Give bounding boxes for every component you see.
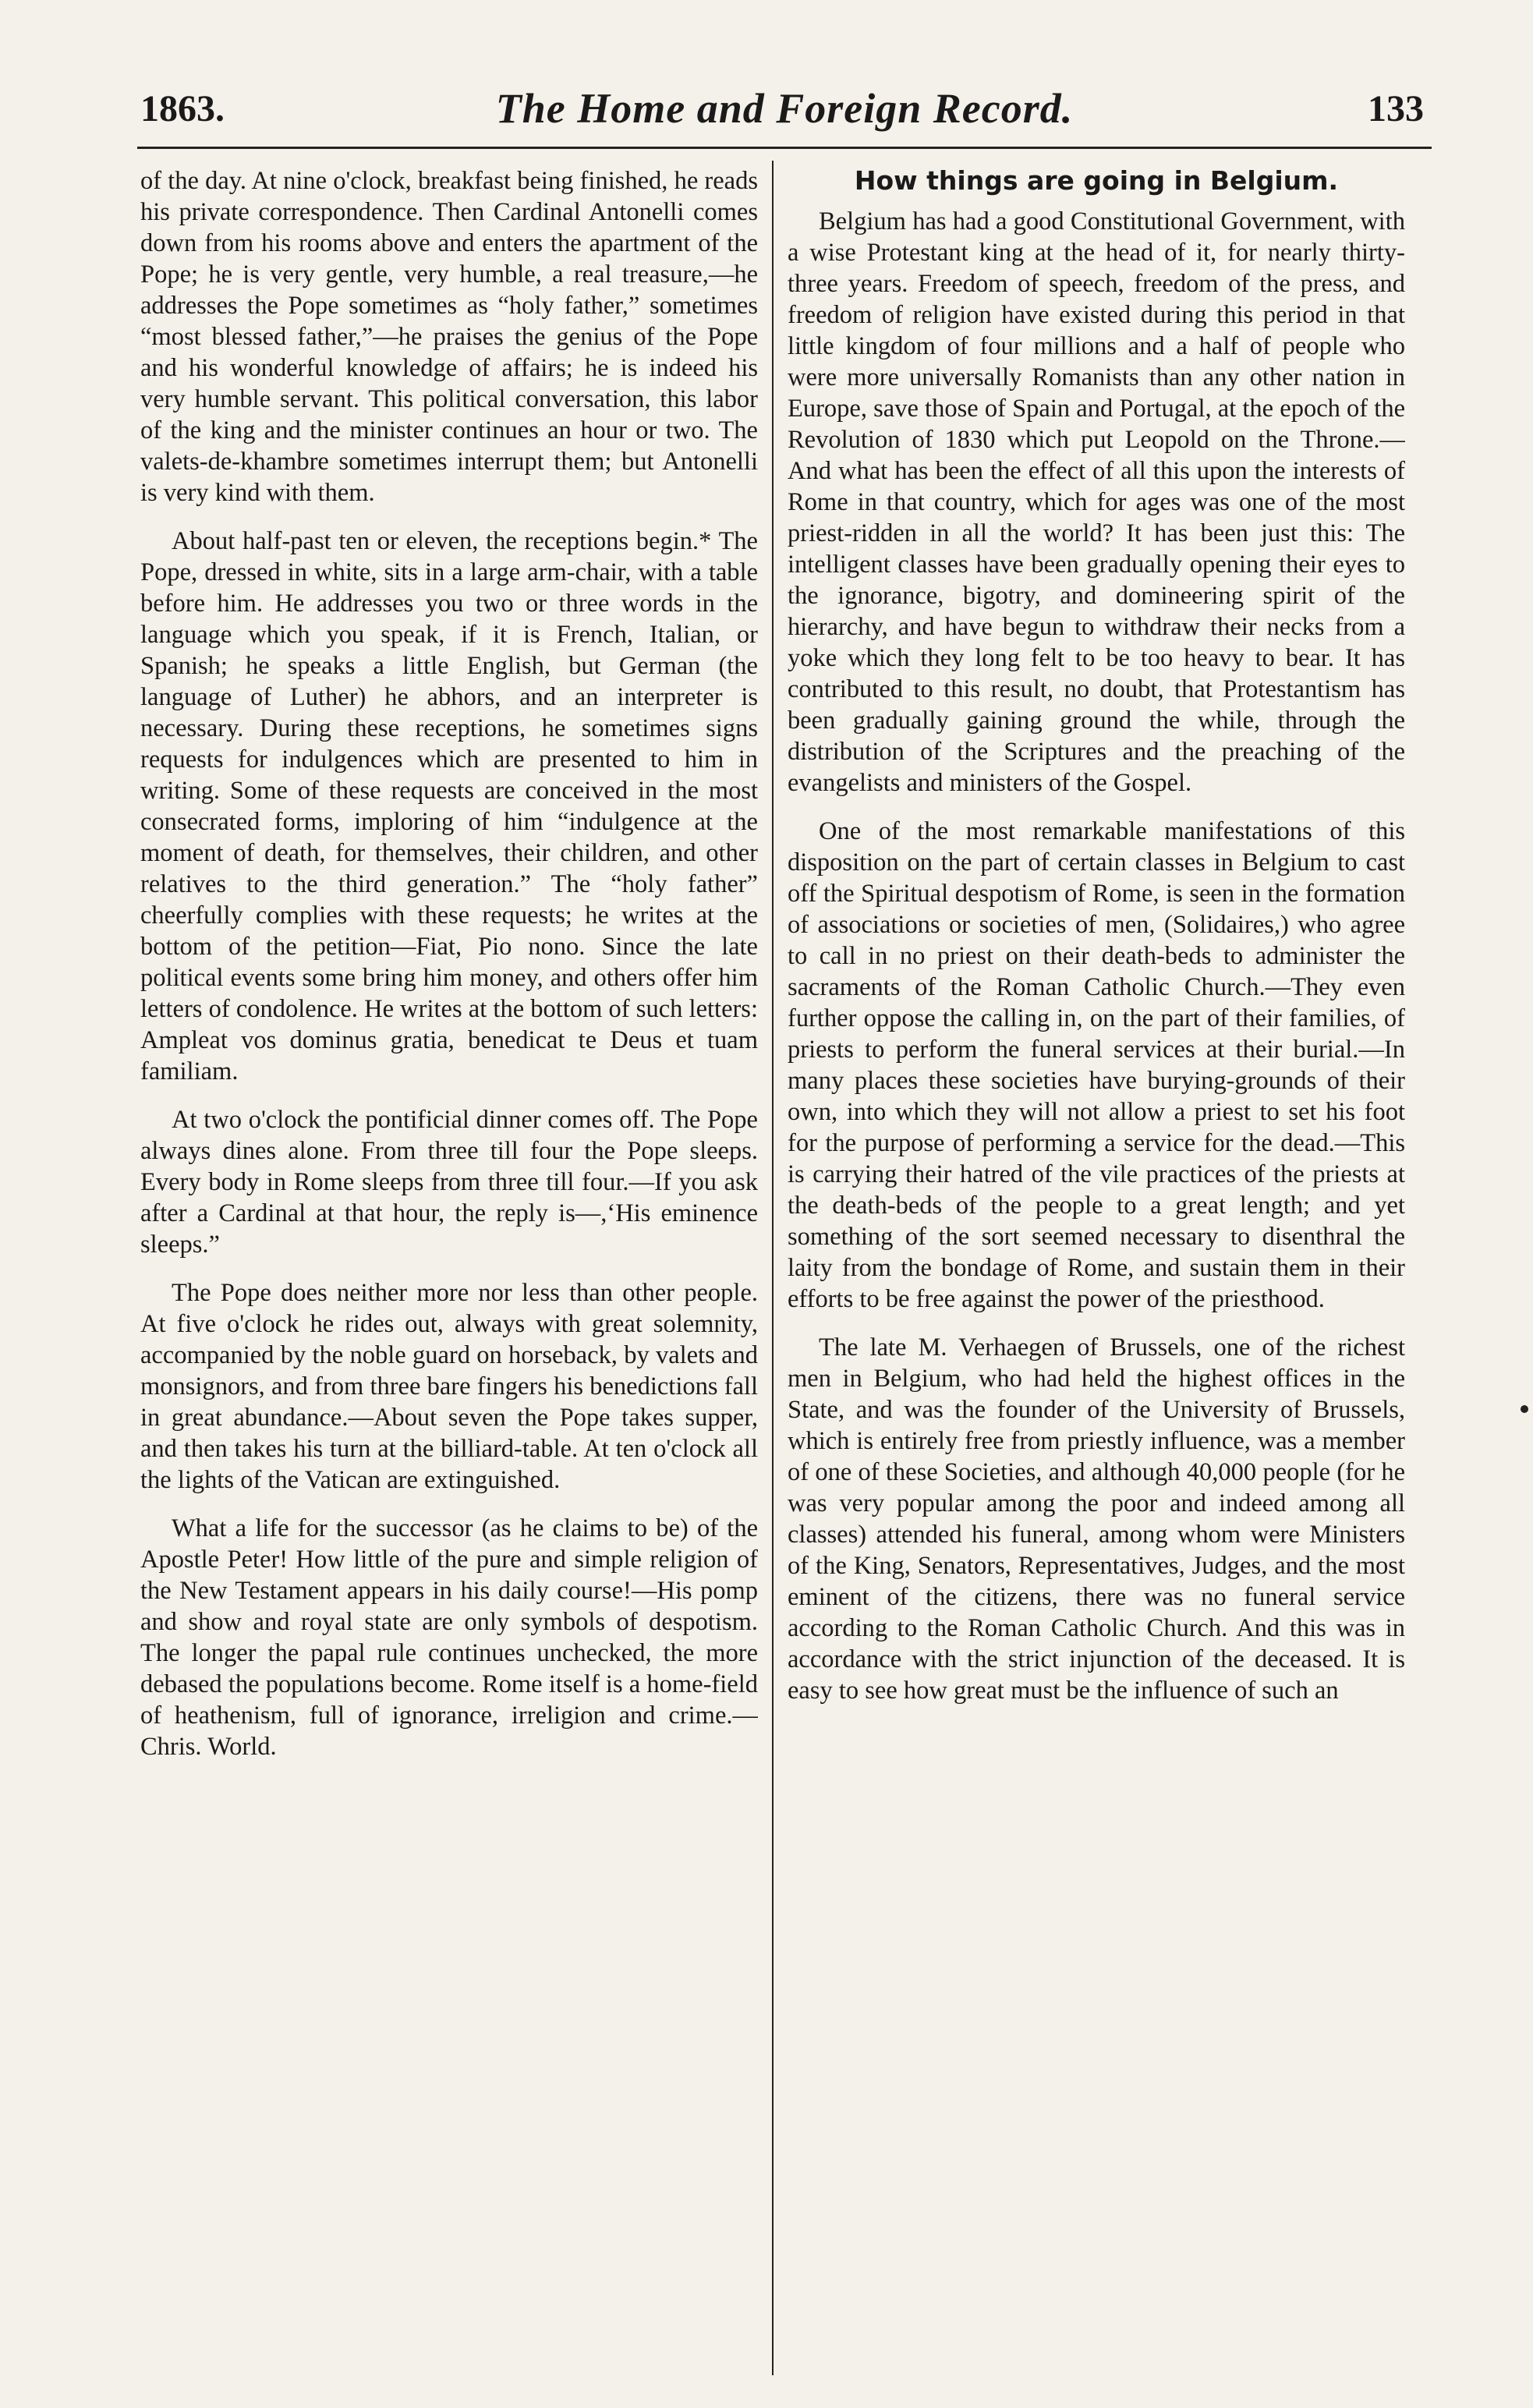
left-paragraph-1: of the day. At nine o'clock, breakfast being finished, he reads his private correspondence. Then Cardinal Antonelli comes down from his rooms above and enters the apartment of the Pope; he is very gentle, very humble, a real treasure,—he addresses the Pope sometimes as “holy father,” sometimes “most blessed father,”—he praises the genius of the Pope and his wonderful knowledge of affairs; he is indeed his very humble servant. This political conversation, this labor of the king and the minister continues an hour or two. The valets-de-khambre sometimes interrupt them; but Antonelli is very kind with them. (140, 167, 758, 507)
column-divider (772, 161, 774, 2375)
right-paragraph-2: One of the most remarkable manifestations of this disposition on the part of certain classes in Belgium to cast off the Spiritual despotism of Rome, is seen in the formation of associations or societies of men, (Solidaires,) who agree to call in no priest on their death-beds to administer the sacraments of the Roman Catholic Church.—They even further oppose the calling in, on the part of their families, of priests to perform the funeral services at their burial.—In many places these societies have burying-grounds of their own, into which they will not allow a priest to set his foot for the purpose of performing a service for the dead.—This is carrying their hatred of the vile practices of the priests at the death-beds of the people to a great length; and yet something of the sort seemed necessary to disenthral the laity from the bondage of Rome, and sustain them in their efforts to be free against the power of the priesthood. (788, 817, 1405, 1313)
margin-dot (1521, 1405, 1528, 1413)
page-number: 133 (1368, 88, 1424, 129)
page-header (137, 87, 1432, 137)
right-paragraph-3: The late M. Verhaegen of Brussels, one of the richest men in Belgium, who had held the highest offices in the State, and was the founder of the University of Brussels, which is entirely free from priestly influence, was a member of one of these Societies, and although 40,000 people (for he was very popular among the poor and indeed among all classes) attended his funeral, among whom were Ministers of the King, Senators, Representatives, Judges, and the most eminent of the citizens, there was no funeral service according to the Roman Catholic Church. And this was in accordance with the strict injunction of the deceased. It is easy to see how great must be the influence of such an (788, 1333, 1405, 1705)
right-column (788, 165, 1405, 2380)
right-paragraph-1: Belgium has had a good Constitutional Government, with a wise Protestant king at the head of it, for nearly thirty-three years. Freedom of speech, freedom of the press, and freedom of religion have existed during this period in that little kingdom of four millions and a half of people who were more universally Romanists than any other nation in Europe, save those of Spain and Portugal, at the epoch of the Revolution of 1830 which put Leopold on the Throne.—And what has been the effect of all this upon the interests of Rome in that country, which for ages was one of the most priest-ridden in all the world? It has been just this: The intelligent classes have been gradually opening their eyes to the ignorance, bigotry, and domineering spirit of the hierarchy, and have begun to withdraw their necks from a yoke which they long felt to be too heavy to bear. It has contributed to this result, no doubt, that Protestantism has been gradually gaining ground the while, through the distribution of the Scriptures and the preaching of the evangelists and ministers of the Gospel. (788, 207, 1405, 797)
left-column (140, 165, 758, 2380)
left-paragraph-2: About half-past ten or eleven, the receptions begin.* The Pope, dressed in white, sits in a large arm-chair, with a table before him. He addresses you two or three words in the language which you speak, if it is French, Italian, or Spanish; he speaks a little English, but German (the language of Luther) he abhors, and an interpreter is necessary. During these receptions, he sometimes signs requests for indulgences which are presented to him in writing. Some of these requests are conceived in the most consecrated forms, imploring of him “indulgence at the moment of death, for themselves, their children, and other relatives to the third generation.” The “holy father” cheerfully complies with these requests; he writes at the bottom of the petition—Fiat, Pio nono. Since the late political events some bring him money, and others offer him letters of condolence. He writes at the bottom of such letters: Ampleat vos dominus gratia, benedicat te Deus et tuam familiam. (140, 527, 758, 1085)
left-paragraph-3: At two o'clock the pontificial dinner comes off. The Pope always dines alone. From three till four the Pope sleeps. Every body in Rome sleeps from three till four.—If you ask after a Cardinal at that hour, the reply is—,‘His eminence sleeps.” (140, 1106, 758, 1259)
header-rule (137, 147, 1432, 149)
publication-title: The Home and Foreign Record. (495, 85, 1074, 132)
header-year: 1863. (140, 88, 225, 129)
left-paragraph-4: The Pope does neither more nor less than other people. At five o'clock he rides out, always with great solemnity, accompanied by the noble guard on horseback, by valets and monsignors, and from three bare fingers his benedictions fall in great abundance.—About seven the Pope takes supper, and then takes his turn at the billiard-table. At ten o'clock all the lights of the Vatican are extinguished. (140, 1279, 758, 1494)
section-title: How things are going in Belgium. (854, 165, 1339, 196)
left-paragraph-5: What a life for the successor (as he claims to be) of the Apostle Peter! How little of the pure and simple religion of the New Testament appears in his daily course!—His pomp and show and royal state are only symbols of despotism. The longer the papal rule continues unchecked, the more debased the populations become. Rome itself is a home-field of heathenism, full of ignorance, irreligion and crime.—Chris. World. (140, 1514, 758, 1761)
